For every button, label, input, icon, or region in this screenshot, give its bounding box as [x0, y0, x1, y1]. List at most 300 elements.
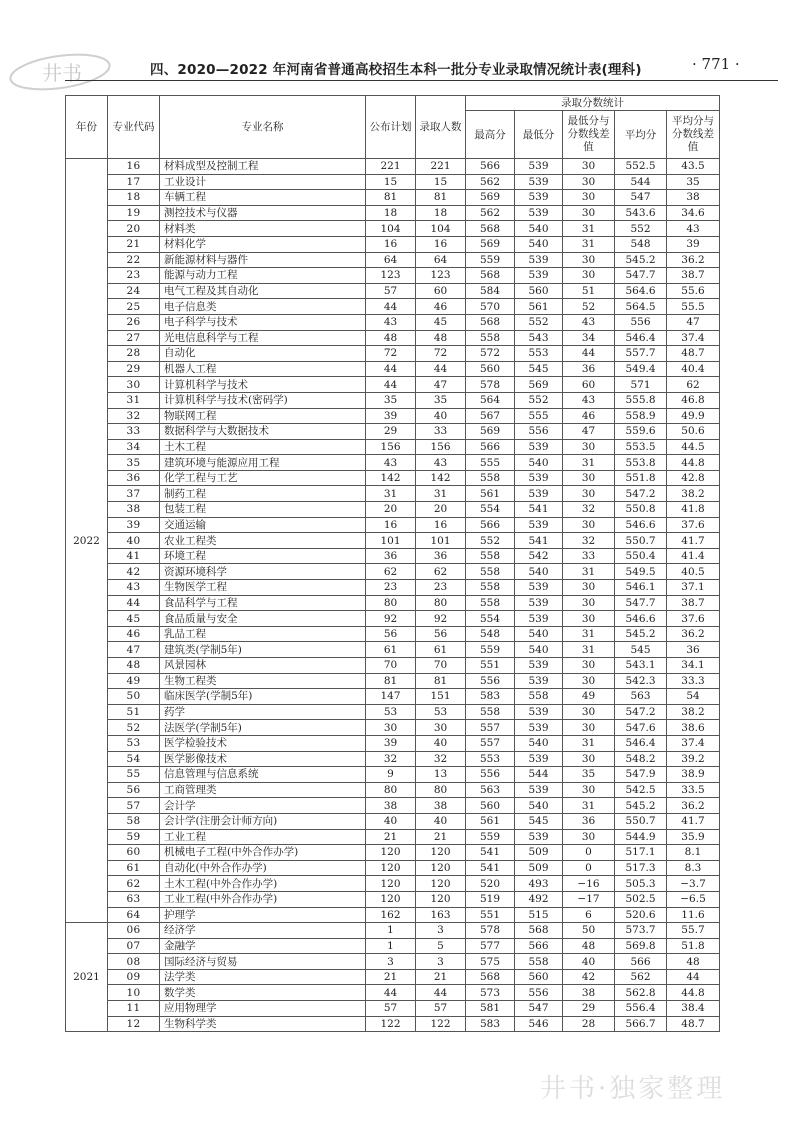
row-min-diff: 30: [563, 439, 615, 455]
table-row: [66, 252, 720, 268]
row-code: 19: [108, 205, 160, 221]
row-min-diff: 30: [563, 720, 615, 736]
row-avg-diff: 41.4: [667, 548, 720, 564]
row-min: 569: [515, 377, 563, 393]
row-min-diff: 36: [563, 361, 615, 377]
row-min: 541: [515, 533, 563, 549]
row-plan: 120: [366, 845, 416, 861]
row-code: 08: [108, 954, 160, 970]
row-avg: 550.7: [615, 813, 667, 829]
row-max: 569: [466, 424, 515, 440]
row-major: 医学检验技术: [160, 735, 366, 751]
row-plan: 21: [366, 829, 416, 845]
row-avg-diff: 39.2: [667, 751, 720, 767]
row-code: 22: [108, 252, 160, 268]
header-min: 最低分: [515, 111, 563, 159]
row-avg: 549.4: [615, 361, 667, 377]
row-min: 539: [515, 159, 563, 175]
row-plan: 31: [366, 486, 416, 502]
row-min-diff: 31: [563, 455, 615, 471]
row-avg-diff: 38: [667, 190, 720, 206]
table-row: [66, 1001, 720, 1017]
row-min: 539: [515, 470, 563, 486]
row-min: 540: [515, 798, 563, 814]
row-avg-diff: 11.6: [667, 907, 720, 923]
header-rule: [65, 80, 778, 81]
row-code: 61: [108, 860, 160, 876]
table-row: [66, 845, 720, 861]
row-code: 59: [108, 829, 160, 845]
row-avg-diff: 33.5: [667, 782, 720, 798]
row-avg-diff: 44: [667, 969, 720, 985]
table-row: [66, 283, 720, 299]
row-major: 食品质量与安全: [160, 611, 366, 627]
row-major: 测控技术与仪器: [160, 205, 366, 221]
row-min: 553: [515, 346, 563, 362]
row-max: 541: [466, 860, 515, 876]
row-max: 519: [466, 891, 515, 907]
row-avg: 549.5: [615, 564, 667, 580]
row-admitted: 57: [416, 1001, 466, 1017]
row-avg-diff: 36: [667, 642, 720, 658]
table-row: [66, 517, 720, 533]
row-min-diff: 51: [563, 283, 615, 299]
row-code: 39: [108, 517, 160, 533]
row-code: 27: [108, 330, 160, 346]
row-admitted: 32: [416, 751, 466, 767]
row-max: 583: [466, 689, 515, 705]
row-code: 41: [108, 548, 160, 564]
row-major: 会计学: [160, 798, 366, 814]
row-min: 540: [515, 221, 563, 237]
row-plan: 92: [366, 611, 416, 627]
row-min: 509: [515, 860, 563, 876]
row-avg-diff: 50.6: [667, 424, 720, 440]
row-avg-diff: −6.5: [667, 891, 720, 907]
row-code: 24: [108, 283, 160, 299]
row-avg: 545.2: [615, 252, 667, 268]
row-avg: 520.6: [615, 907, 667, 923]
row-avg-diff: 36.2: [667, 252, 720, 268]
table-row: [66, 1016, 720, 1032]
row-major: 法学类: [160, 969, 366, 985]
row-admitted: 60: [416, 283, 466, 299]
row-max: 569: [466, 190, 515, 206]
table-row: [66, 221, 720, 237]
row-avg-diff: 38.9: [667, 767, 720, 783]
row-min-diff: 28: [563, 1016, 615, 1032]
row-avg-diff: 38.6: [667, 720, 720, 736]
row-min: 539: [515, 829, 563, 845]
row-admitted: 31: [416, 486, 466, 502]
row-major: 电子科学与技术: [160, 314, 366, 330]
row-avg: 569.8: [615, 938, 667, 954]
row-plan: 56: [366, 626, 416, 642]
row-admitted: 13: [416, 767, 466, 783]
row-major: 金融学: [160, 938, 366, 954]
row-admitted: 72: [416, 346, 466, 362]
row-admitted: 120: [416, 845, 466, 861]
row-major: 自动化(中外合作办学): [160, 860, 366, 876]
page-header: 四、2020—2022 年河南省普通高校招生本科一批分专业录取情况统计表(理科): [150, 62, 642, 78]
row-admitted: 70: [416, 658, 466, 674]
row-plan: 57: [366, 283, 416, 299]
row-avg: 545.2: [615, 626, 667, 642]
row-plan: 32: [366, 751, 416, 767]
table-row: [66, 658, 720, 674]
row-max: 575: [466, 954, 515, 970]
row-min-diff: 44: [563, 346, 615, 362]
row-avg-diff: 44.8: [667, 985, 720, 1001]
row-code: 54: [108, 751, 160, 767]
row-admitted: 47: [416, 377, 466, 393]
row-major: 护理学: [160, 907, 366, 923]
row-admitted: 40: [416, 408, 466, 424]
table-row: [66, 330, 720, 346]
row-plan: 44: [366, 985, 416, 1001]
row-min: 540: [515, 236, 563, 252]
row-admitted: 33: [416, 424, 466, 440]
row-plan: 16: [366, 517, 416, 533]
row-avg: 563: [615, 689, 667, 705]
row-avg: 571: [615, 377, 667, 393]
row-plan: 9: [366, 767, 416, 783]
table-row: [66, 813, 720, 829]
row-min: 552: [515, 392, 563, 408]
row-min-diff: 30: [563, 595, 615, 611]
row-admitted: 30: [416, 720, 466, 736]
row-plan: 156: [366, 439, 416, 455]
row-admitted: 123: [416, 268, 466, 284]
row-code: 56: [108, 782, 160, 798]
row-admitted: 18: [416, 205, 466, 221]
row-code: 38: [108, 502, 160, 518]
row-major: 数据科学与大数据技术: [160, 424, 366, 440]
row-avg: 542.5: [615, 782, 667, 798]
row-admitted: 45: [416, 314, 466, 330]
row-code: 44: [108, 595, 160, 611]
table-row: [66, 580, 720, 596]
row-code: 52: [108, 720, 160, 736]
row-min: 552: [515, 314, 563, 330]
row-min-diff: 30: [563, 252, 615, 268]
row-min-diff: 47: [563, 424, 615, 440]
row-min: 540: [515, 642, 563, 658]
row-max: 561: [466, 486, 515, 502]
row-avg: 550.4: [615, 548, 667, 564]
row-avg-diff: 34.6: [667, 205, 720, 221]
header-year: 年份: [66, 96, 108, 159]
row-min: 542: [515, 548, 563, 564]
row-max: 553: [466, 751, 515, 767]
row-avg-diff: 34.1: [667, 658, 720, 674]
row-code: 34: [108, 439, 160, 455]
row-plan: 80: [366, 782, 416, 798]
row-avg: 547.9: [615, 767, 667, 783]
row-avg: 517.1: [615, 845, 667, 861]
row-admitted: 21: [416, 969, 466, 985]
row-code: 20: [108, 221, 160, 237]
row-plan: 53: [366, 704, 416, 720]
table-row: [66, 470, 720, 486]
row-code: 46: [108, 626, 160, 642]
row-max: 558: [466, 470, 515, 486]
row-avg-diff: 55.5: [667, 299, 720, 315]
row-avg: 547: [615, 190, 667, 206]
row-min-diff: 30: [563, 470, 615, 486]
row-code: 62: [108, 876, 160, 892]
row-min: 558: [515, 689, 563, 705]
row-code: 35: [108, 455, 160, 471]
row-admitted: 151: [416, 689, 466, 705]
row-avg: 550.8: [615, 502, 667, 518]
header-avg-diff: 平均分与分数线差值: [667, 111, 720, 159]
row-avg-diff: 35.9: [667, 829, 720, 845]
row-admitted: 40: [416, 735, 466, 751]
row-admitted: 62: [416, 564, 466, 580]
row-major: 土木工程: [160, 439, 366, 455]
row-code: 06: [108, 923, 160, 939]
row-admitted: 43: [416, 455, 466, 471]
row-code: 37: [108, 486, 160, 502]
row-major: 电子信息类: [160, 299, 366, 315]
row-plan: 40: [366, 813, 416, 829]
row-plan: 39: [366, 408, 416, 424]
row-plan: 120: [366, 891, 416, 907]
row-avg-diff: 49.9: [667, 408, 720, 424]
header-admitted: 录取人数: [416, 96, 466, 159]
row-avg-diff: 44.8: [667, 455, 720, 471]
row-min: 509: [515, 845, 563, 861]
row-plan: 123: [366, 268, 416, 284]
table-row: [66, 798, 720, 814]
row-avg-diff: −3.7: [667, 876, 720, 892]
row-plan: 1: [366, 938, 416, 954]
row-avg: 544.9: [615, 829, 667, 845]
table-row: [66, 361, 720, 377]
row-avg-diff: 54: [667, 689, 720, 705]
row-plan: 122: [366, 1016, 416, 1032]
row-min: 556: [515, 424, 563, 440]
row-plan: 44: [366, 299, 416, 315]
table-row: [66, 595, 720, 611]
table-row: [66, 876, 720, 892]
row-max: 556: [466, 767, 515, 783]
row-admitted: 80: [416, 595, 466, 611]
table-row: [66, 392, 720, 408]
row-avg: 546.4: [615, 330, 667, 346]
row-avg-diff: 37.6: [667, 517, 720, 533]
row-code: 16: [108, 159, 160, 175]
row-max: 554: [466, 502, 515, 518]
row-plan: 20: [366, 502, 416, 518]
row-avg-diff: 38.7: [667, 595, 720, 611]
row-major: 材料化学: [160, 236, 366, 252]
row-min: 539: [515, 658, 563, 674]
row-min-diff: 32: [563, 533, 615, 549]
row-min-diff: 30: [563, 580, 615, 596]
row-min: 545: [515, 813, 563, 829]
row-major: 制药工程: [160, 486, 366, 502]
row-min: 539: [515, 611, 563, 627]
row-admitted: 120: [416, 876, 466, 892]
row-code: 26: [108, 314, 160, 330]
row-max: 566: [466, 439, 515, 455]
row-avg: 548: [615, 236, 667, 252]
row-plan: 57: [366, 1001, 416, 1017]
table-row: [66, 985, 720, 1001]
row-admitted: 5: [416, 938, 466, 954]
row-admitted: 64: [416, 252, 466, 268]
row-min: 540: [515, 735, 563, 751]
table-row: [66, 268, 720, 284]
row-avg: 557.7: [615, 346, 667, 362]
table-row: [66, 455, 720, 471]
row-major: 能源与动力工程: [160, 268, 366, 284]
table-row: [66, 159, 720, 175]
row-max: 559: [466, 642, 515, 658]
row-avg: 562: [615, 969, 667, 985]
row-plan: 62: [366, 564, 416, 580]
row-code: 29: [108, 361, 160, 377]
row-min-diff: 31: [563, 735, 615, 751]
table-row: [66, 205, 720, 221]
row-max: 520: [466, 876, 515, 892]
row-avg: 564.5: [615, 299, 667, 315]
row-min: 539: [515, 252, 563, 268]
row-max: 558: [466, 564, 515, 580]
row-admitted: 46: [416, 299, 466, 315]
row-min: 539: [515, 190, 563, 206]
row-code: 18: [108, 190, 160, 206]
row-admitted: 3: [416, 954, 466, 970]
row-avg-diff: 38.2: [667, 704, 720, 720]
row-min-diff: −17: [563, 891, 615, 907]
row-code: 63: [108, 891, 160, 907]
row-plan: 61: [366, 642, 416, 658]
row-max: 559: [466, 252, 515, 268]
row-plan: 16: [366, 236, 416, 252]
row-avg: 546.6: [615, 517, 667, 533]
row-min-diff: 38: [563, 985, 615, 1001]
row-min: 539: [515, 751, 563, 767]
row-avg: 566: [615, 954, 667, 970]
row-min-diff: 35: [563, 767, 615, 783]
row-plan: 81: [366, 673, 416, 689]
row-avg-diff: 37.1: [667, 580, 720, 596]
watermark-text: 井书·独家整理: [540, 1074, 726, 1104]
row-code: 10: [108, 985, 160, 1001]
row-avg: 552: [615, 221, 667, 237]
row-max: 566: [466, 517, 515, 533]
table-row: [66, 174, 720, 190]
row-min-diff: 31: [563, 798, 615, 814]
row-avg-diff: 40.4: [667, 361, 720, 377]
row-major: 机器人工程: [160, 361, 366, 377]
row-min: 492: [515, 891, 563, 907]
row-major: 车辆工程: [160, 190, 366, 206]
row-max: 541: [466, 845, 515, 861]
row-code: 12: [108, 1016, 160, 1032]
table-row: [66, 533, 720, 549]
row-major: 法医学(学制5年): [160, 720, 366, 736]
row-plan: 29: [366, 424, 416, 440]
row-avg: 559.6: [615, 424, 667, 440]
row-max: 552: [466, 533, 515, 549]
row-min: 539: [515, 174, 563, 190]
row-admitted: 163: [416, 907, 466, 923]
table-row: [66, 720, 720, 736]
row-admitted: 44: [416, 985, 466, 1001]
row-max: 560: [466, 361, 515, 377]
row-major: 机械电子工程(中外合作办学): [160, 845, 366, 861]
row-min-diff: 0: [563, 860, 615, 876]
row-avg: 547.2: [615, 704, 667, 720]
row-avg-diff: 48.7: [667, 346, 720, 362]
row-code: 60: [108, 845, 160, 861]
row-min: 561: [515, 299, 563, 315]
row-major: 光电信息科学与工程: [160, 330, 366, 346]
row-major: 会计学(注册会计师方向): [160, 813, 366, 829]
row-min-diff: 52: [563, 299, 615, 315]
row-max: 551: [466, 907, 515, 923]
row-plan: 104: [366, 221, 416, 237]
row-major: 材料成型及控制工程: [160, 159, 366, 175]
row-major: 食品科学与工程: [160, 595, 366, 611]
row-min-diff: 43: [563, 392, 615, 408]
row-plan: 36: [366, 548, 416, 564]
row-admitted: 3: [416, 923, 466, 939]
row-code: 30: [108, 377, 160, 393]
row-code: 55: [108, 767, 160, 783]
row-min: 539: [515, 720, 563, 736]
row-min: 539: [515, 673, 563, 689]
row-avg-diff: 8.1: [667, 845, 720, 861]
row-plan: 43: [366, 314, 416, 330]
row-code: 45: [108, 611, 160, 627]
row-max: 548: [466, 626, 515, 642]
table-row: [66, 486, 720, 502]
row-avg-diff: 37.4: [667, 735, 720, 751]
row-admitted: 142: [416, 470, 466, 486]
row-code: 64: [108, 907, 160, 923]
row-avg-diff: 8.3: [667, 860, 720, 876]
row-min: 547: [515, 1001, 563, 1017]
row-admitted: 16: [416, 517, 466, 533]
row-min-diff: 30: [563, 829, 615, 845]
row-code: 43: [108, 580, 160, 596]
row-plan: 147: [366, 689, 416, 705]
row-avg-diff: 33.3: [667, 673, 720, 689]
row-max: 578: [466, 377, 515, 393]
table-body: [66, 159, 720, 1032]
row-avg: 542.3: [615, 673, 667, 689]
row-major: 包装工程: [160, 502, 366, 518]
row-avg: 546.6: [615, 611, 667, 627]
row-plan: 80: [366, 595, 416, 611]
row-major: 建筑环境与能源应用工程: [160, 455, 366, 471]
row-min-diff: 31: [563, 642, 615, 658]
row-avg: 505.3: [615, 876, 667, 892]
row-admitted: 40: [416, 813, 466, 829]
row-min: 539: [515, 439, 563, 455]
row-plan: 15: [366, 174, 416, 190]
row-major: 医学影像技术: [160, 751, 366, 767]
row-max: 584: [466, 283, 515, 299]
table-row: [66, 969, 720, 985]
table-row: [66, 829, 720, 845]
table-row: [66, 377, 720, 393]
